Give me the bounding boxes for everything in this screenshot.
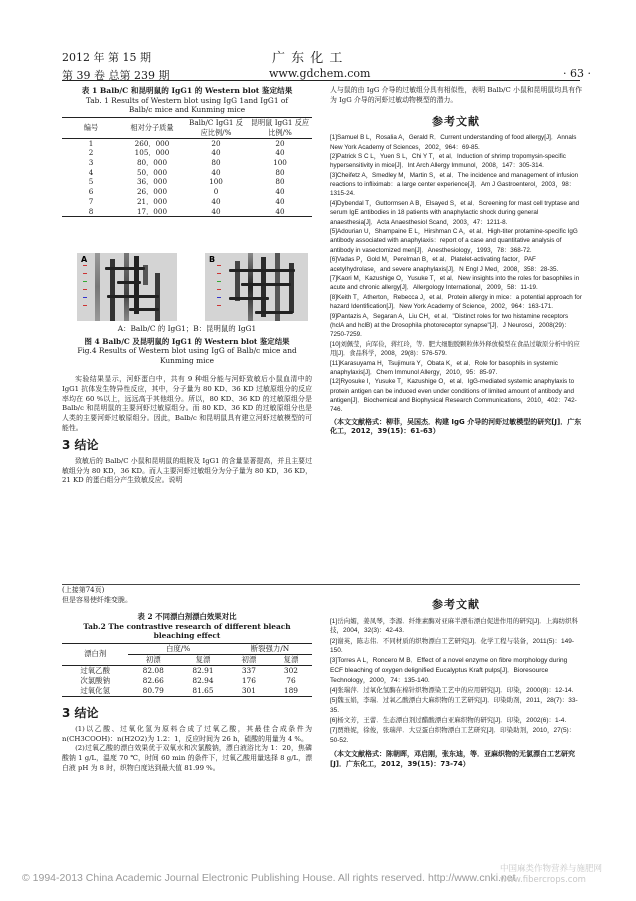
table-cell: 8 (88, 206, 94, 216)
ladder-band (83, 297, 87, 298)
table-row (62, 158, 312, 168)
left-column-top (62, 86, 312, 217)
table-cell: 40 (211, 206, 221, 216)
blot-band (229, 297, 269, 300)
ladder-band (83, 265, 87, 266)
table-row (62, 686, 312, 696)
table-cell: 50．000 (136, 167, 168, 177)
footer-url[interactable]: http://www.cnki.net (428, 872, 516, 884)
figure4-captions (62, 324, 312, 366)
reference-item: [1]Samuel B L，Rosalia A，Gerald R．Current understanding of food allergy[J]．Annals New York Academy of Sciences，2002，964：69-85. (330, 134, 577, 151)
citation-format (330, 418, 582, 438)
reference-item: [3]Cheifetz A，Smedley M，Martin S，et al．The incidence and management of infusion reactions to infliximab：a large center experience[J]．Am J Gastroenterol，2003，98：1315-24. (330, 171, 579, 198)
table-cell: 82.66 (142, 675, 164, 685)
table-cell: 3 (88, 157, 94, 167)
table2-title-en: Tab.2 The contrastive research of different bleach bleaching effect (83, 621, 291, 641)
header-year-issue: 2012 年 第 15 期 (62, 51, 151, 64)
ladder-band (83, 289, 87, 290)
table-cell: 80．000 (136, 157, 168, 167)
conclusion-paragraph: 致敏后的 Balb/C 小鼠和昆明鼠的组胺及 IgG1 的含量显著提高，并且主要过敏组分为 80 KD，36 KD。而人主要河虾过敏组分为分子量为 80 KD，36 KD，21 KD 的蛋白组分产生致敏反应。说明 (62, 456, 312, 485)
ladder-band (217, 281, 221, 282)
header-volume: 第 39 卷 总第 239 期 (62, 69, 170, 82)
table-cell: 17．000 (136, 206, 168, 216)
table2-title-cn: 表 2 不同漂白剂漂白效果对比 (137, 611, 237, 621)
figure4-caption-en: Fig.4 Results of Western blot using IgG of Balb/c mice and Kunming mice (77, 346, 297, 365)
table-cell: 26．000 (136, 187, 168, 197)
table-row (62, 138, 312, 148)
reference-item: [7]Kaori M，Kazushige O，Yusuke T，et al．New insights into the roles for basophiles in acute and chronic allergy[J]．Allergology International，2009，58：11-19. (330, 275, 580, 292)
table-cell: 40 (275, 148, 285, 158)
blot-lane (134, 256, 139, 314)
reference-item: [10]刘佩莹，向军俭，蒋红玲，等．肥大细胞脱颗粒体外释放模型在食品过敏原分析中的应用[J]．食品科学，2008，29(8)：576-579. (330, 340, 580, 358)
western-blot-image-a (77, 253, 177, 321)
references-title-2: 参考文献 (432, 598, 480, 611)
table1-header: Balb/C IgG1 反应比例/% (189, 118, 243, 137)
left-body (62, 375, 312, 486)
blot-band (117, 281, 141, 284)
reference-item: [2]Patrick S C L，Yuen S L，Chi Y T，et al．Induction of shrimp tropomysin-specific hypersensitivity in mice[J]．Int Arch Allergy Immunol，2008，147：305-314. (330, 153, 566, 170)
blot-band (105, 267, 145, 270)
table2-header: 白度/% (165, 643, 191, 653)
blot-band (107, 295, 159, 298)
table-cell: 189 (283, 685, 298, 695)
table-cell: 100 (273, 157, 287, 167)
table2-header: 断裂强力/N (250, 643, 290, 653)
table-row (62, 676, 312, 686)
table-cell: 80.79 (142, 685, 164, 695)
reference-item: [9]Pantazis A，Segaran A，Liu CH，et al．"Distinct roles for two histamine receptors (hclA and hclB) at the Drosophila photoreceptor synapse"[J]．J Neurosci，2008(29)：7250-7259. (330, 312, 571, 339)
table-cell: 40 (275, 187, 285, 197)
table2-header: 漂白剂 (84, 649, 107, 659)
table-cell: 5 (88, 177, 94, 187)
ladder-band (83, 273, 87, 274)
table-cell: 40 (211, 148, 221, 158)
table-row (62, 168, 312, 178)
table-cell: 1 (88, 138, 94, 148)
blot-band (129, 308, 159, 311)
citation-format-2 (330, 750, 582, 770)
results-paragraph: 实验结果显示，河虾蛋白中，共有 9 种组分能与河虾致敏后小鼠血清中的 IgG1 抗体发生特异性反应，其中，分子量为 80 KD、36 KD 过敏原组分的反应率均在 60 %以上，远远高于其他组分。所以，80 KD、36 KD 的过敏原组分是 Balb/c 和昆明鼠的主要河虾过敏原组分。而 80 KD、36 KD 的过敏原组分也是人类的主要河虾过敏原组分。因此，Balb/c 和昆明鼠具有建立河虾过敏模型的可能性。 (62, 375, 312, 432)
ladder-band (83, 281, 87, 282)
reference-item: [5]Adourian U，Shampaine E L，Hirshman C A，et al．High-titer protamine-specific IgG antibody associated with anaphylaxis：report of a case and quantitative analysis of antibody in vasectomized men[J]．Anesthesiology，1993，78：368-72. (330, 228, 578, 254)
table-cell: 过氧乙酸 (80, 665, 110, 675)
table2-subheader: 初漂 (145, 654, 161, 664)
table2 (62, 643, 312, 697)
bottom-left-column (62, 586, 312, 774)
table-cell: 82.94 (192, 675, 214, 685)
citation-text: 陈朝晖，邓启刚，张东迪，等．亚麻织物的无氯漂白工艺研究[J]．广东化工，2012，39(15)：73-74） (330, 750, 575, 768)
table-cell: 21．000 (136, 196, 168, 206)
continued-text: 但是容易使纤维变脆。 (62, 595, 132, 604)
ladder-band (217, 297, 221, 298)
right-column-top (330, 86, 582, 437)
table1 (62, 117, 312, 217)
table1-header: 编号 (83, 122, 99, 132)
table-cell: 82.08 (142, 665, 164, 675)
blot-lane (124, 253, 129, 321)
table-row (62, 665, 312, 675)
table-cell: 76 (286, 675, 296, 685)
table-cell: 176 (241, 675, 256, 685)
table-cell: 过氧化氢 (80, 685, 110, 695)
table-cell: 次氯酸钠 (80, 675, 110, 685)
reference-item: [2]谢英，陈志伟．不同材质的织物漂白工艺研究[J]．化学工程与装备，2011(5)：149-150. (330, 637, 575, 655)
reference-item: [4]Dybendal T，Guttormsen A B，Elsayed S，et al．Screening for mast cell tryptase and serum IgE antibodies in 18 patients with anaphylactic shock during general anaesthesia[J]．Acta Anaesthesiol Scand，2003，47：1211-8. (330, 199, 580, 226)
blot-lane (95, 253, 100, 321)
blot-label-a: A (81, 255, 88, 264)
table-cell: 20 (275, 138, 285, 148)
blot-label-b: B (209, 255, 216, 264)
reference-item: [1]岳向媚，姜凤琴，李源．纤维素酶对亚麻半漂布漂白促进作用的研究[J]．上海纺织科技，2004，32(3)：42-43. (330, 617, 579, 635)
ladder-band (217, 289, 221, 290)
table1-title-cn: 表 1 Balb/C 和昆明鼠的 IgG1 的 Western blot 鉴定结果 (81, 86, 293, 95)
header-rule (62, 80, 580, 81)
citation-label: （本文文献格式： (330, 750, 386, 759)
table-cell: 82.91 (192, 665, 214, 675)
table-row (62, 197, 312, 207)
table-row (62, 177, 312, 187)
table-cell: 36．000 (136, 177, 168, 187)
conclusion-point-2: (2)过氧乙酸的漂白效果优于双氧水和次氯酸钠，漂白液浴比为 1：20，焦磷酸钠 1 g/L，温度 70 ℃，时间 60 min 的条件下，过氧乙酸用量选择 8 g/L，漂白液 pH 为 8 时，织物白度达到最大值 81.99 %。 (62, 744, 312, 772)
table-cell: 2 (88, 148, 94, 158)
table-cell: 260．000 (134, 138, 170, 148)
section-heading-conclusion: 3 结论 (62, 437, 99, 452)
table-cell: 302 (283, 665, 298, 675)
ladder-band (217, 265, 221, 266)
table-row (62, 187, 312, 197)
table-cell: 40 (275, 206, 285, 216)
reference-item: [6]杨文芳，王蕾．生态漂白剂过醋酸漂白亚麻织物的研究[J]．印染，2002(6)：1-4. (330, 717, 567, 725)
western-blot-image-b (205, 253, 308, 321)
table1-header: 昆明鼠 IgG1 反应比例/% (250, 118, 310, 137)
blot-band (241, 283, 291, 286)
table-cell: 40 (211, 196, 221, 206)
ladder-band (217, 273, 221, 274)
conclusion-point-1: (1)以乙酸、过氧化氢为原料合成了过氧乙酸，其最佳合成条件为 n(CH3COOH)：n(H2O2)为 1.2：1，反应时间为 26 h，硫酸的用量为 4 %。 (62, 724, 312, 743)
header-page-number: · 63 · (563, 67, 591, 80)
article-divider (62, 584, 580, 585)
table-cell: 301 (241, 685, 256, 695)
reference-item: [7]贾维妮，徐俊，张瑞萍．大豆蛋白织物漂白工艺研究[J]．印染助剂，2010，27(5)：50-52. (330, 727, 576, 745)
blot-lane (248, 253, 253, 321)
table-cell: 81.65 (192, 685, 214, 695)
references-title: 参考文献 (432, 114, 480, 128)
reference-item: [8]Keith T，Atherton，Rebecca J，et al．Protein allergy in mice：a potential approach for hazard Identification[J]．New York Academy of Science，2002，964：163-171. (330, 293, 582, 311)
continued-from-note: (上接第74页) (62, 586, 105, 594)
reference-item: [12]Ryosuke I，Yusuke T，Kazushige O，et al．IgG-mediated systemic anaphylaxis to protein antigen can be induced even under conditions of limited amount of antibody and antigen[J]．Biochemical and Biophysical Research Communications，2010，402：742-746. (330, 378, 577, 414)
section-heading-conclusion-2: 3 结论 (62, 705, 99, 720)
ladder-band (83, 305, 87, 306)
table-cell: 20 (211, 138, 221, 148)
table-cell: 0 (213, 187, 219, 197)
reference-item: [4]张瑞萍．过氧化氢酶在棉针织物漂染工艺中的应用研究[J]．印染，2000(8)：12-14. (330, 687, 574, 695)
reference-item: [11]Karasuyama H，Tsujimura Y，Obata K，et al．Role for basophils in systemic anaphylaxis[J]．Chem Immunol Allergy，2010，95：85-97. (330, 359, 558, 376)
reference-item: [5]魏玉娟，李瑞．过氧乙酸漂白大麻织物的工艺研究[J]．印染助剂，2011，28(7)：33-35. (330, 697, 578, 715)
table2-subheader: 复漂 (195, 654, 211, 664)
citation-text: 柳菲，吴国杰．构建 IgG 介导的河虾过敏模型的研究[J]．广东化工，2012，39(15)：61-63） (330, 417, 582, 436)
reference-item: [6]Vadas P，Gold M，Perelman B，et al．Platelet-activating factor，PAF acetylhydrolase，and severe anaphylaxis[J]．N Engl J Med，2008，358：28-35. (330, 256, 559, 273)
table-cell: 80 (275, 167, 285, 177)
reference-item: [3]Torres A L，Roncero M B．Effect of a novel enzyme on fibre morphology during ECF bleaching of oxygen delignified Eucalyptus Kraft pulps[J]．Bioresource Technology，2000，74：135-140. (330, 657, 568, 685)
table-cell: 80 (275, 177, 285, 187)
table-cell: 100 (209, 177, 223, 187)
table-cell: 337 (241, 665, 256, 675)
blot-band (255, 311, 293, 314)
figure4-legend: A：Balb/C 的 IgG1；B：昆明鼠的 IgG1 (117, 324, 257, 333)
ladder-band (217, 305, 221, 306)
table-row (62, 207, 312, 217)
table-cell: 40 (211, 167, 221, 177)
header-url: www.gdchem.com (269, 67, 371, 80)
references-list-2 (330, 617, 582, 747)
footer-copyright: © 1994-2013 China Academic Journal Electronic Publishing House. All rights reserved. (22, 872, 425, 884)
references-list (330, 133, 582, 414)
table-cell: 80 (211, 157, 221, 167)
blot-lane (235, 261, 240, 301)
table-cell: 4 (88, 167, 94, 177)
header-journal-name: 广 东 化 工 (272, 51, 344, 66)
table-cell: 105．000 (134, 148, 170, 158)
table-cell: 6 (88, 187, 94, 197)
table2-subheader: 初漂 (241, 654, 257, 664)
table1-header: 相对分子质量 (130, 122, 174, 132)
figure4-caption-cn: 图 4 Balb/C 及昆明鼠的 IgG1 的 Western blot 鉴定结果 (84, 336, 290, 346)
blot-lane (261, 257, 266, 317)
table1-title-en: Tab. 1 Results of Western blot using IgG 1and IgG1 of Balb/c mice and Kunming mice (85, 95, 289, 115)
bottom-right-column (330, 597, 582, 770)
table-cell: 7 (88, 196, 94, 206)
conclusion-continued: 人与鼠的由 IgG 介导的过敏组分具有相似性，表明 Balb/C 小鼠和昆明鼠均具有作为 IgG 介导的河虾过敏动物模型的潜力。 (330, 86, 582, 104)
blot-band (229, 269, 295, 272)
citation-label: （本文文献格式： (330, 417, 386, 426)
table2-subheader: 复漂 (283, 654, 299, 664)
table-row (62, 148, 312, 158)
watermark: 中国麻类作物营养与施肥网 www.fibercrops.com (500, 864, 603, 885)
table-cell: 40 (275, 196, 285, 206)
